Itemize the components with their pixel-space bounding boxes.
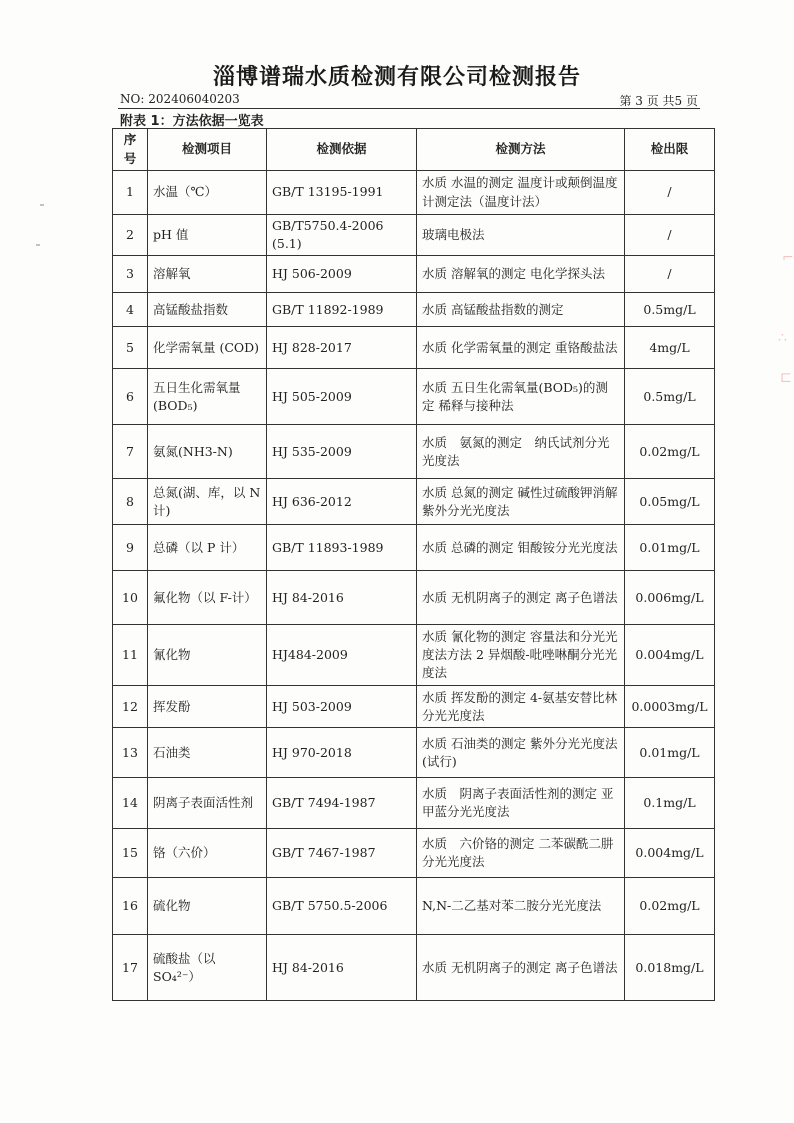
test-basis: HJ484-2009: [267, 625, 417, 686]
test-basis: GB/T5750.4-2006 (5.1): [267, 215, 417, 256]
table-row: [113, 215, 715, 256]
table-caption: 附表 1：方法依据一览表: [120, 114, 264, 129]
row-number: 12: [113, 686, 148, 728]
row-number: 7: [113, 425, 148, 479]
test-item: 硫化物: [148, 878, 267, 935]
table-header-row: [113, 129, 715, 171]
test-item: 挥发酚: [148, 686, 267, 728]
report-title: 淄博谱瑞水质检测有限公司检测报告: [212, 65, 581, 90]
row-number: 4: [113, 293, 148, 327]
table-row: [113, 625, 715, 686]
row-number: 1: [113, 171, 148, 215]
detection-limit: /: [625, 256, 715, 293]
test-basis: HJ 503-2009: [267, 686, 417, 728]
test-method: 水质 氨氮的测定 纳氏试剂分光光度法: [417, 425, 625, 479]
test-item: 五日生化需氧量 (BOD₅): [148, 369, 267, 425]
row-number: 8: [113, 479, 148, 525]
test-item: 水温（℃）: [148, 171, 267, 215]
table-row: [113, 525, 715, 571]
test-method: 水质 无机阴离子的测定 离子色谱法: [417, 935, 625, 1001]
col-header-no: 序号: [113, 129, 148, 171]
detection-limit: 4mg/L: [625, 327, 715, 369]
test-item: 高锰酸盐指数: [148, 293, 267, 327]
table-row: [113, 829, 715, 878]
test-method: 水质 总磷的测定 钼酸铵分光光度法: [417, 525, 625, 571]
test-method: 水质 化学需氧量的测定 重铬酸盐法: [417, 327, 625, 369]
test-basis: GB/T 11892-1989: [267, 293, 417, 327]
test-method: 水质 总氮的测定 碱性过硫酸钾消解紫外分光光度法: [417, 479, 625, 525]
stamp-fragment: ⌐: [782, 250, 794, 266]
test-basis: HJ 828-2017: [267, 327, 417, 369]
test-basis: HJ 636-2012: [267, 479, 417, 525]
test-item: 阴离子表面活性剂: [148, 778, 267, 829]
test-basis: HJ 535-2009: [267, 425, 417, 479]
detection-limit: /: [625, 171, 715, 215]
header-rule: [118, 108, 700, 109]
detection-limit: 0.01mg/L: [625, 525, 715, 571]
table-row: [113, 171, 715, 215]
test-method: 水质 无机阴离子的测定 离子色谱法: [417, 571, 625, 625]
test-method: 水质 溶解氧的测定 电化学探头法: [417, 256, 625, 293]
table-row: [113, 728, 715, 778]
detection-limit: 0.006mg/L: [625, 571, 715, 625]
table-row: [113, 256, 715, 293]
test-basis: GB/T 7467-1987: [267, 829, 417, 878]
test-item: 石油类: [148, 728, 267, 778]
detection-limit: 0.05mg/L: [625, 479, 715, 525]
table-row: [113, 686, 715, 728]
detection-limit: 0.02mg/L: [625, 878, 715, 935]
row-number: 3: [113, 256, 148, 293]
row-number: 14: [113, 778, 148, 829]
row-number: 6: [113, 369, 148, 425]
col-header-basis: 检测依据: [267, 129, 417, 171]
report-number: NO: 202406040203: [120, 92, 240, 106]
detection-limit: 0.5mg/L: [625, 293, 715, 327]
table-row: [113, 935, 715, 1001]
test-item: 铬（六价）: [148, 829, 267, 878]
row-number: 13: [113, 728, 148, 778]
row-number: 16: [113, 878, 148, 935]
col-header-item: 检测项目: [148, 129, 267, 171]
detection-limit: 0.01mg/L: [625, 728, 715, 778]
row-number: 9: [113, 525, 148, 571]
table-row: [113, 369, 715, 425]
stamp-fragment: ∴: [778, 330, 787, 346]
row-number: 10: [113, 571, 148, 625]
test-item: 总氮(湖、库，以 N 计): [148, 479, 267, 525]
scan-speck: [40, 204, 44, 206]
detection-limit: 0.004mg/L: [625, 625, 715, 686]
test-method: 水质 五日生化需氧量(BOD₅)的测定 稀释与接种法: [417, 369, 625, 425]
test-method: 水质 六价铬的测定 二苯碳酰二肼分光光度法: [417, 829, 625, 878]
test-basis: HJ 84-2016: [267, 935, 417, 1001]
row-number: 11: [113, 625, 148, 686]
test-method: 水质 氰化物的测定 容量法和分光光度法方法 2 异烟酸-吡唑啉酮分光光度法: [417, 625, 625, 686]
test-method: 玻璃电极法: [417, 215, 625, 256]
test-method: 水质 水温的测定 温度计或颠倒温度计测定法（温度计法）: [417, 171, 625, 215]
table-row: [113, 425, 715, 479]
test-basis: GB/T 5750.5-2006: [267, 878, 417, 935]
test-item: pH 值: [148, 215, 267, 256]
table-row: [113, 778, 715, 829]
table-row: [113, 479, 715, 525]
stamp-fragment: ⊏: [780, 370, 792, 386]
test-basis: HJ 505-2009: [267, 369, 417, 425]
test-item: 化学需氧量 (COD): [148, 327, 267, 369]
test-basis: GB/T 11893-1989: [267, 525, 417, 571]
detection-limit: 0.1mg/L: [625, 778, 715, 829]
detection-limit: /: [625, 215, 715, 256]
row-number: 5: [113, 327, 148, 369]
col-header-method: 检测方法: [417, 129, 625, 171]
test-item: 氨氮(NH3-N): [148, 425, 267, 479]
test-item: 氰化物: [148, 625, 267, 686]
table-row: [113, 293, 715, 327]
method-table: [112, 128, 715, 1001]
test-basis: GB/T 7494-1987: [267, 778, 417, 829]
test-item: 溶解氧: [148, 256, 267, 293]
test-basis: HJ 970-2018: [267, 728, 417, 778]
detection-limit: 0.004mg/L: [625, 829, 715, 878]
test-basis: HJ 506-2009: [267, 256, 417, 293]
test-method: 水质 挥发酚的测定 4-氨基安替比林分光光度法: [417, 686, 625, 728]
detection-limit: 0.018mg/L: [625, 935, 715, 1001]
detection-limit: 0.02mg/L: [625, 425, 715, 479]
test-basis: HJ 84-2016: [267, 571, 417, 625]
test-method: 水质 石油类的测定 紫外分光光度法(试行): [417, 728, 625, 778]
page-indicator: 第 3 页 共5 页: [619, 94, 698, 108]
test-method: N,N-二乙基对苯二胺分光光度法: [417, 878, 625, 935]
table-row: [113, 878, 715, 935]
col-header-limit: 检出限: [625, 129, 715, 171]
row-number: 17: [113, 935, 148, 1001]
test-method: 水质 高锰酸盐指数的测定: [417, 293, 625, 327]
detection-limit: 0.0003mg/L: [625, 686, 715, 728]
scan-speck: [36, 244, 40, 246]
row-number: 15: [113, 829, 148, 878]
row-number: 2: [113, 215, 148, 256]
table-row: [113, 327, 715, 369]
table-row: [113, 571, 715, 625]
test-method: 水质 阴离子表面活性剂的测定 亚甲蓝分光光度法: [417, 778, 625, 829]
test-item: 总磷（以 P 计）: [148, 525, 267, 571]
detection-limit: 0.5mg/L: [625, 369, 715, 425]
test-item: 氟化物（以 F-计）: [148, 571, 267, 625]
test-item: 硫酸盐（以 SO₄²⁻）: [148, 935, 267, 1001]
test-basis: GB/T 13195-1991: [267, 171, 417, 215]
